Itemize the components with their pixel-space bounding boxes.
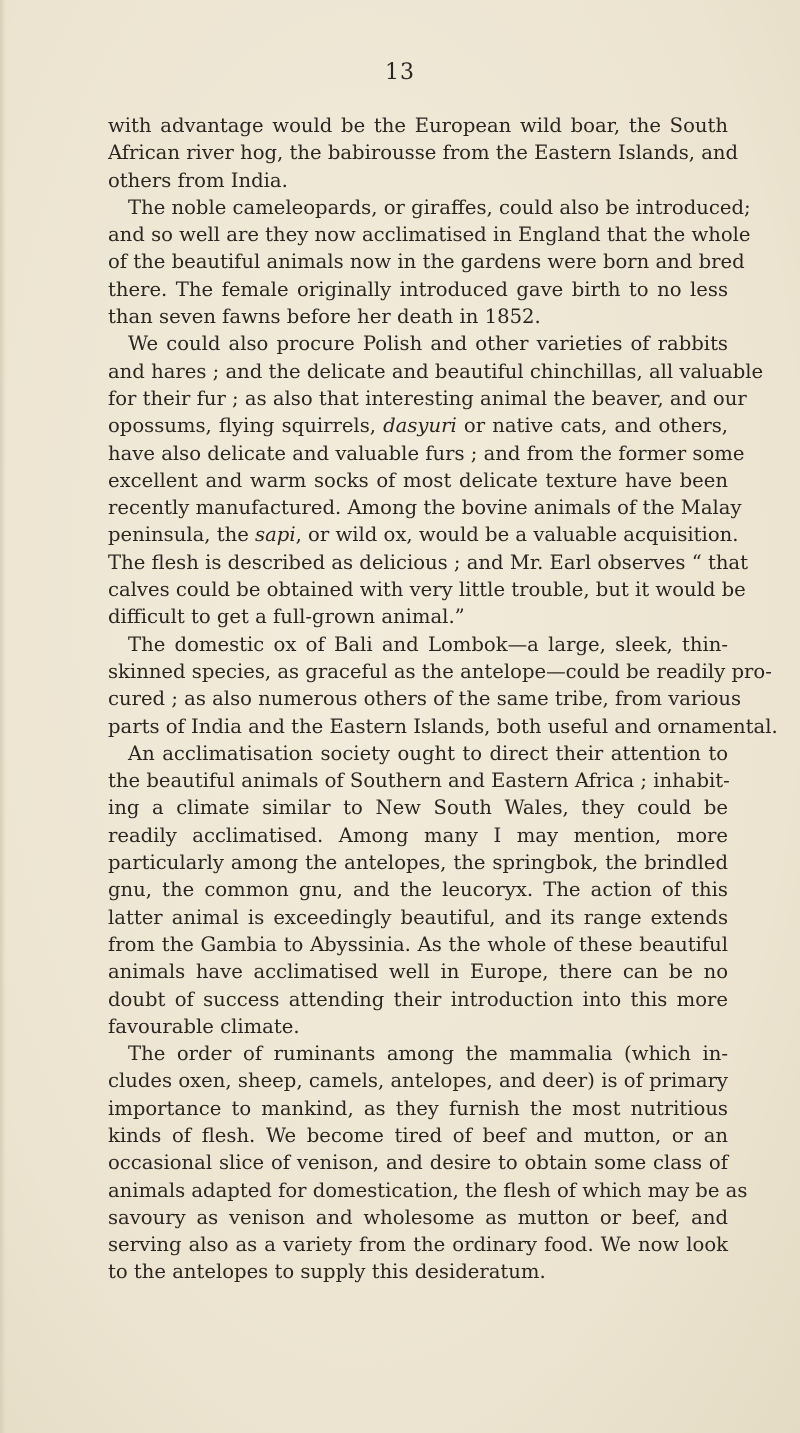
text-line: difficult to get a full-grown animal.” [108, 605, 465, 629]
text-line: have also delicate and valuable furs ; and from the former some [108, 441, 745, 465]
text-line: of the beautiful animals now in the gardens were born and bred [108, 250, 745, 274]
text-line: An acclimatisation society ought to direct their attention to [128, 741, 728, 765]
text-line: African river hog, the babirousse from the Eastern Islands, and [108, 141, 739, 165]
text-line: doubt of success attending their introduction into this more [108, 987, 728, 1011]
text-line: gnu, the common gnu, and the leucoryx. The action of this [108, 878, 728, 902]
text-line: animals adapted for domestication, the flesh of which may be as [108, 1178, 748, 1202]
text-line: savoury as venison and wholesome as mutton or beef, and [108, 1205, 728, 1229]
text-line: ing a climate similar to New South Wales, they could be [108, 796, 728, 820]
page-edge-shadow [0, 0, 6, 1433]
text-line: skinned species, as graceful as the antelope—could be readily pro- [108, 659, 772, 683]
text-line: peninsula, the sapi, or wild ox, would be a valuable acquisition. [108, 523, 739, 547]
text-line: and so well are they now acclimatised in England that the whole [108, 223, 751, 247]
text-line: recently manufactured. Among the bovine animals of the Malay [108, 496, 742, 520]
text-line: and hares ; and the delicate and beautiful chinchillas, all valuable [108, 359, 764, 383]
body-text [108, 112, 778, 1286]
text-line: to the antelopes to supply this desideratum. [108, 1260, 546, 1284]
text-line: latter animal is exceedingly beautiful, and its range extends [108, 905, 728, 929]
text-line: We could also procure Polish and other varieties of rabbits [128, 332, 728, 356]
text-line: The domestic ox of Bali and Lombok—a large, sleek, thin- [128, 632, 728, 656]
text-line: the beautiful animals of Southern and Eastern Africa ; inhabit- [108, 769, 730, 793]
text-line: than seven fawns before her death in 1852. [108, 305, 541, 329]
text-line: calves could be obtained with very little trouble, but it would be [108, 578, 746, 602]
text-line: cured ; as also numerous others of the same tribe, from various [108, 687, 742, 711]
text-line: cludes oxen, sheep, camels, antelopes, and deer) is of primary [108, 1069, 728, 1093]
italic-term: dasyuri [383, 414, 457, 438]
text-line: The order of ruminants among the mammalia (which in- [128, 1042, 728, 1066]
text-line: with advantage would be the European wild boar, the South [108, 114, 728, 137]
text-line: readily acclimatised. Among many I may mention, more [108, 823, 728, 847]
text-line: others from India. [108, 168, 288, 192]
text-line: for their fur ; as also that interesting animal the beaver, and our [108, 386, 747, 410]
text-line: occasional slice of venison, and desire to obtain some class of [108, 1151, 728, 1175]
text-line: from the Gambia to Abyssinia. As the whole of these beautiful [108, 932, 728, 956]
text-line: serving also as a variety from the ordinary food. We now look [108, 1233, 728, 1257]
text-line: The noble cameleopards, or giraffes, could also be introduced; [128, 195, 751, 219]
text-line: animals have acclimatised well in Europe, there can be no [108, 960, 728, 984]
text-line: opossums, flying squirrels, dasyuri or native cats, and others, [108, 414, 728, 438]
text-line: there. The female originally introduced gave birth to no less [108, 277, 728, 301]
text-line: The flesh is described as delicious ; and Mr. Earl observes “ that [108, 550, 748, 574]
text-line: kinds of flesh. We become tired of beef and mutton, or an [108, 1123, 728, 1147]
text-line: particularly among the antelopes, the springbok, the brindled [108, 851, 728, 875]
italic-term: sapi [255, 523, 296, 547]
text-line: importance to mankind, as they furnish the most nutritious [108, 1096, 728, 1120]
text-line: favourable climate. [108, 1014, 300, 1038]
text-line: parts of India and the Eastern Islands, both useful and ornamental. [108, 714, 778, 738]
page-number: 13 [385, 60, 415, 85]
text-line: excellent and warm socks of most delicate texture have been [108, 468, 728, 492]
